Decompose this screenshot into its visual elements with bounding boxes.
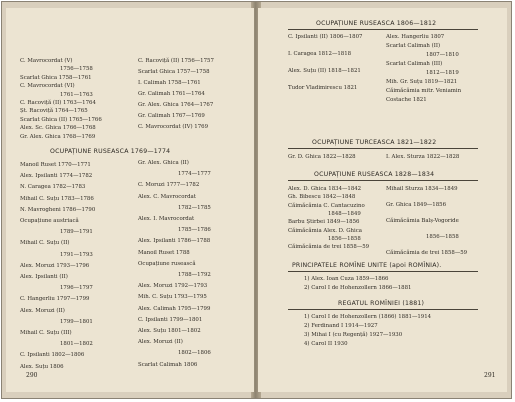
page-number-left: 290 <box>26 372 38 379</box>
entry-line: C. Racoviță (II) 1763—1764 <box>20 100 96 106</box>
entry-line: 1789—1791 <box>60 229 93 236</box>
page-number-right: 291 <box>484 372 496 379</box>
entry-line: Căimăcămia mitr. Veniamin <box>386 88 462 94</box>
entry-line: Alex. I. Mavrocordat <box>138 216 195 222</box>
entry-line: Șt. Racoviță 1764—1765 <box>20 108 88 115</box>
entry-line: 2) Ferdinand I 1914—1927 <box>304 323 378 329</box>
entry-line: C. Mavrocordat (V) <box>20 58 73 64</box>
entry-line: 1) Carol I de Hohenzollern (1866) 1881—1914 <box>304 314 432 320</box>
entry-line: Căimăcămia Balș-Vogoride <box>386 218 459 224</box>
entry-line: C. Ipsilanti 1802—1806 <box>20 352 85 359</box>
entry-line: Costache 1821 <box>386 97 427 103</box>
entry-line: Tudor Vladimirescu 1821 <box>288 85 358 91</box>
entry-line: Mih. C. Suțu 1793—1795 <box>138 294 207 301</box>
entry-line: 1801—1802 <box>60 341 93 348</box>
entry-line: Scarlat Ghica (II) 1765—1766 <box>20 116 102 123</box>
entry-line: Scarlat Calimah 1806 <box>138 361 198 368</box>
left-column-1-lower <box>20 8 130 392</box>
entry-line: Căimăcămia C. Cantacuzino <box>288 202 365 209</box>
entry-line: 3) Mihai I (cu Regență) 1927—1930 <box>304 332 403 338</box>
entry-line: C. Mavrocordat (VI) <box>20 83 75 90</box>
entry-line: Alex. Moruzi 1792—1793 <box>138 283 208 290</box>
entry-line: 1812—1819 <box>426 70 459 76</box>
entry-line: Alex. D. Ghica 1834—1842 <box>288 186 362 192</box>
entry-line: Căimăcămia de trei 1858—59 <box>386 250 468 256</box>
right-heading-1: OCUPAȚIUNE RUSEASCA 1806—1812 <box>316 20 437 27</box>
entry-line: Gr. Alex. Ghica 1764—1767 <box>138 102 214 108</box>
entry-line: 1791—1793 <box>60 251 93 258</box>
entry-line: Alex. Calimah 1795—1799 <box>138 305 211 312</box>
entry-line: Scarlat Calimah (III) <box>386 61 443 67</box>
right-heading-3: OCUPAȚIUNE RUSEASCA 1828—1834 <box>314 171 435 178</box>
entry-line: Alex. Suțu (II) 1818—1821 <box>288 68 361 74</box>
entry-line: 1756—1758 <box>60 66 93 73</box>
entry-line: N. Caragea 1782—1783 <box>20 184 86 191</box>
entry-line: Alex. Ipsilanti 1774—1782 <box>20 173 93 180</box>
entry-line: Căimăcămia Alex. D. Ghica <box>288 227 362 234</box>
entry-line: Alex. Moruzi 1793—1796 <box>20 262 90 269</box>
entry-line: Scarlat Ghica 1757—1758 <box>138 69 210 75</box>
entry-line: Mihail Sturza 1834—1849 <box>386 186 458 192</box>
entry-line: Gr. Calimah 1761—1764 <box>138 91 205 97</box>
entry-line: Barbu Știrbei 1849—1856 <box>288 219 360 226</box>
open-book <box>2 2 511 398</box>
entry-line: Gr. Ghica 1849—1856 <box>386 202 446 208</box>
right-heading-2: OCUPAȚIUNE TURCEASCA 1821—1822 <box>312 139 437 146</box>
entry-line: 1848—1849 <box>328 210 361 217</box>
entry-line: C. Ipsilanti 1799—1801 <box>138 316 203 323</box>
entry-line: Alex. Moruzi (II) <box>138 339 183 346</box>
entry-line: Alex. Ipsilanti (II) <box>20 274 68 280</box>
entry-line: Alex. Hangerliu 1807 <box>386 34 445 40</box>
entry-line: 1799—1801 <box>60 318 93 325</box>
entry-line: Gh. Bibescu 1842—1848 <box>288 194 356 201</box>
entry-line: C. Racoviță (II) 1756—1757 <box>138 58 214 64</box>
entry-line: Alex. Suțu 1801—1802 <box>138 328 201 334</box>
entry-line: Mihail C. Suțu (II) <box>20 240 70 247</box>
right-heading-4: PRINCIPATELE ROMÎNE UNITE (apoi ROMÎNIA). <box>292 262 442 269</box>
right-heading-5: REGATUL ROMÎNIEI (1881) <box>338 300 425 307</box>
entry-line: 1796—1797 <box>60 285 93 292</box>
kingdom-list <box>304 8 494 392</box>
entry-line: 1788—1792 <box>178 272 211 278</box>
left-page <box>6 8 254 392</box>
entry-line: Alex. C. Mavrocordat <box>138 193 196 200</box>
entry-line: 2) Carol I de Hohenzollern 1866—1881 <box>304 284 412 291</box>
entry-line: 1774—1777 <box>178 171 211 178</box>
entry-line: 1856—1858 <box>328 235 361 242</box>
entry-line: C. Hangerliu 1797—1799 <box>20 296 90 303</box>
entry-line: 1) Alex. Ioan Cuza 1859—1866 <box>304 276 389 282</box>
entry-line: Scarlat Calimah (II) <box>386 43 441 49</box>
entry-line: C. Moruzi 1777—1782 <box>138 182 200 189</box>
entry-line: Alex. Sc. Ghica 1766—1768 <box>20 125 96 132</box>
entry-line: 1785—1786 <box>178 227 211 234</box>
entry-line: Căimăcămia de trei 1858—59 <box>288 244 370 251</box>
right-page <box>258 8 507 392</box>
entry-line: Alex. Ipsilanti 1786—1788 <box>138 238 211 245</box>
entry-line: 4) Carol II 1930 <box>304 341 348 347</box>
entry-line: 1807—1810 <box>426 52 459 58</box>
entry-line: Gr. Alex. Ghica (II) <box>138 160 189 166</box>
entry-line: 1856—1858 <box>426 234 459 240</box>
entry-line: 1761—1763 <box>60 91 93 98</box>
entry-line: 1802—1806 <box>178 350 211 357</box>
entry-line: Manoil Ruset 1788 <box>138 249 190 256</box>
entry-line: Gr. Calimah 1767—1769 <box>138 113 205 119</box>
entry-line: Manoil Ruset 1770—1771 <box>20 162 91 168</box>
entry-line: 1782—1785 <box>178 204 211 211</box>
entry-line: Mihail C. Suțu 1783—1786 <box>20 195 94 202</box>
entry-line: Gr. Alex. Ghica 1768—1769 <box>20 133 96 140</box>
left-column-2-lower <box>138 8 248 392</box>
entry-line: I. Calimah 1758—1761 <box>138 80 201 86</box>
entry-line: Ocupațiune rusească <box>138 260 196 267</box>
entry-line: N. Mavrogheni 1786—1790 <box>20 206 96 213</box>
entry-line: C. Mavrocordat (IV) 1769 <box>138 124 209 130</box>
entry-line: Mih. Gr. Suțu 1819—1821 <box>386 79 458 85</box>
entry-line: C. Ipsilanti (II) 1806—1807 <box>288 34 363 40</box>
entry-line: Alex. Suțu 1806 <box>20 363 64 370</box>
entry-line: Gr. D. Ghica 1822—1828 <box>288 154 356 160</box>
entry-line: Scarlat Ghica 1758—1761 <box>20 74 92 81</box>
entry-line: Mihail C. Suțu (III) <box>20 330 72 336</box>
entry-line: Ocupațiune austriacă <box>20 218 79 224</box>
entry-line: I. Alex. Sturza 1822—1828 <box>386 154 460 160</box>
entry-line: I. Caragea 1812—1818 <box>288 51 352 57</box>
left-heading: OCUPAȚIUNE RUSEASCA 1769—1774 <box>50 148 171 155</box>
entry-line: Alex. Moruzi (II) <box>20 307 65 314</box>
